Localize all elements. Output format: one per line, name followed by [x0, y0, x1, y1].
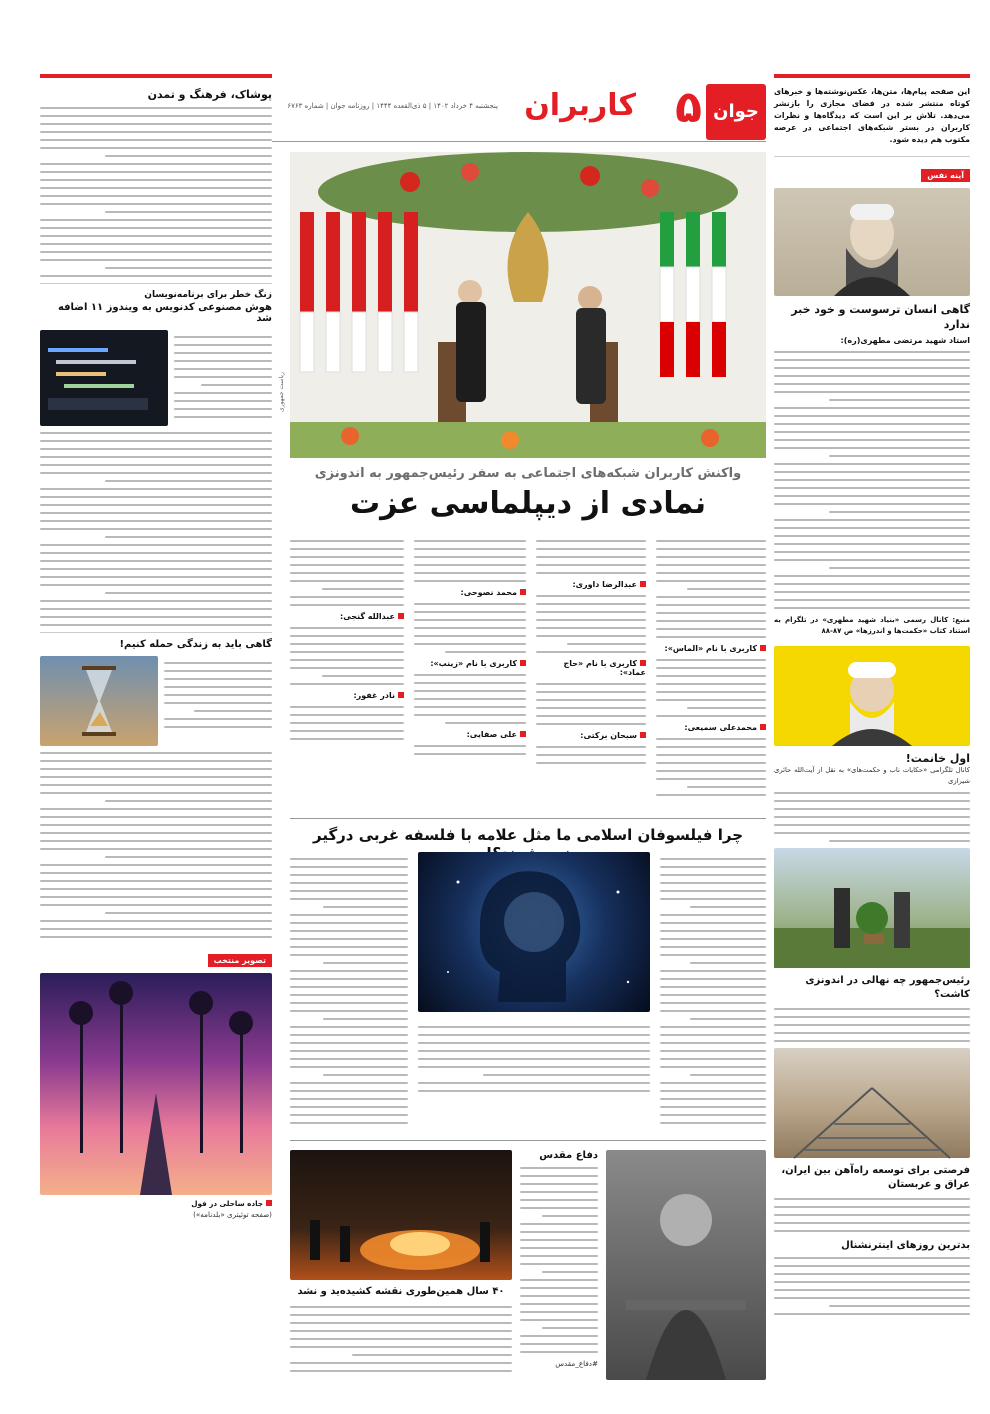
third-body: [774, 1008, 970, 1042]
defense-hashtag: #دفاع_مقدس: [555, 1359, 598, 1368]
coastal-road-photo: [40, 973, 272, 1195]
tech-body: [40, 432, 272, 626]
subhead-4: سبحان برکتی:: [536, 731, 646, 740]
defense-title: دفاع مقدس: [539, 1150, 598, 1161]
main-kicker: واکنش کاربران شبکه‌های اجتماعی به سفر رئیس‌جمهور به اندونزی: [314, 466, 742, 481]
right-headline-4: فرصتی برای توسعه راه‌آهن بین ایران، عراق و عربستان: [781, 1165, 970, 1191]
second-body: [774, 792, 970, 842]
code-screenshot: [40, 330, 168, 426]
brain-galaxy-image: [418, 852, 650, 1012]
subhead-6: محمد نصوحی:: [414, 588, 526, 597]
planting-illustration: [774, 848, 970, 968]
protest-photo: [290, 1150, 512, 1280]
right-headline-5: بدترین روزهای اینترنشنال: [841, 1240, 970, 1252]
subhead-0: عبدالرضا داوری:: [536, 580, 646, 589]
protest-illustration: [290, 1150, 512, 1280]
brand-logo: جوان: [706, 84, 766, 140]
second-col-1: [660, 852, 766, 1130]
main-col-4: [290, 534, 404, 746]
main-photo-illustration: [290, 152, 766, 458]
masthead: [272, 80, 766, 142]
map-headline: ۴۰ سال همین‌طوری نقشه کشیده‌ید و نشد: [297, 1286, 505, 1297]
hourglass-photo: [40, 656, 158, 746]
code-illustration: [48, 340, 160, 416]
railway-photo: [774, 1048, 970, 1158]
hourglass-illustration: [40, 656, 158, 746]
portrait-illustration: [774, 188, 970, 296]
defense-photo: [606, 1150, 766, 1380]
fifth-body: [774, 1257, 970, 1315]
defense-illustration: [606, 1150, 766, 1380]
railway-illustration: [774, 1048, 970, 1158]
intro-text: این صفحه پیام‌ها، متن‌ها، عکس‌نوشته‌ها و خبرهای کوتاه منتشر شده در فضای مجازی را بازنشر می‌دهد. تلاش بر این است که دیدگاه‌ها و نظرات کاربران در بستر شبکه‌های اجتماعی در عرصه مکتوب هم دیده شود.: [774, 87, 970, 144]
subhead-3: محمدعلی سمیعی:: [656, 723, 766, 732]
second-story-headline: چرا فیلسوفان اسلامی ما مثل علامه با فلسفه غربی درگیر: [312, 826, 744, 844]
quote-body: [774, 351, 970, 609]
subhead-5: علی صفایی:: [414, 730, 526, 739]
second-col-4: [290, 852, 408, 1130]
left-headline-1: پوشاک، فرهنگ و تمدن: [147, 88, 272, 101]
right-headline-3: رئیس‌جمهور چه نهالی در اندونزی کاشت؟: [805, 975, 970, 1001]
bottom-rule: [290, 1140, 766, 1141]
second-byline: کانال تلگرامی «حکایات ناب و حکمت‌های» به نقل از آیت‌الله حائری شیرازی: [774, 766, 970, 785]
subhead-7: کاربری با نام «زینب»:: [414, 659, 526, 668]
selected-photo-tag: تصویر منتخب: [208, 954, 272, 967]
tree-planting-photo: [774, 848, 970, 968]
fourth-body: [774, 1198, 970, 1232]
selected-photo-source: (صفحه توئیتری «بلدنامه»): [193, 1209, 272, 1219]
author-line: استاد شهید مرتضی مطهری(ره):: [840, 336, 970, 345]
life-body-right: [164, 656, 272, 746]
tech-headline-1: زنگ خطر برای برنامه‌نویسان: [144, 290, 272, 300]
tech-body-right: [174, 330, 272, 426]
tech-headline-2: هوش مصنوعی کدنویس به ویندوز ۱۱ اضافه شد: [57, 302, 272, 324]
photo-credit: ریاست جمهوری: [278, 372, 285, 412]
cleric-portrait: [774, 646, 970, 746]
left-column: [40, 74, 272, 1220]
life-headline: گاهی باید به زندگی حمله کنیم!: [119, 639, 272, 650]
subhead-2: کاربری با نام «حاج عماد»:: [563, 659, 646, 677]
head-silhouette: [418, 852, 650, 1012]
main-col-2: [536, 534, 646, 770]
selected-photo-caption: جاده ساحلی در فول: [40, 1199, 272, 1210]
masthead-rule: [272, 141, 766, 142]
right-headline-2: اول خانمت!: [905, 752, 970, 766]
right-headline-1: گاهی انسان ترسوست و خود خبر ندارد: [791, 303, 970, 331]
right-top-bar: [774, 74, 970, 78]
defense-block: [520, 1150, 598, 1370]
right-column: [774, 74, 970, 1321]
page-number: ۵: [675, 82, 702, 133]
main-headline: نمادی از دیپلماسی عزت: [349, 486, 707, 521]
cleric-illustration: [774, 646, 970, 746]
quote-source: منبع: کانال رسمی «بنیاد شهید مطهری» در تلگرام به استناد کتاب «حکمت‌ها و اندرزها» ص ۸۷-۸۸: [774, 616, 970, 635]
motahhari-portrait: [774, 188, 970, 296]
second-story-rule: [290, 818, 766, 819]
main-col-1: [656, 534, 766, 802]
life-body: [40, 752, 272, 938]
section-tag: آینه نفس: [921, 169, 970, 182]
second-col-image-text: [418, 1020, 650, 1098]
section-title: کاربران: [524, 88, 636, 123]
subhead-9: نادر غفور:: [290, 691, 404, 700]
main-photo: [278, 152, 766, 458]
dateline: پنجشنبه ۴ خرداد ۱۴۰۲ | ۵ ذی‌القعده ۱۴۴۴ | روزنامه جوان | شماره ۶۷۶۳: [287, 102, 498, 110]
palm-illustration: [40, 973, 272, 1195]
subhead-8: عبدالله گنجی:: [290, 612, 404, 621]
main-col-3: [414, 534, 526, 761]
map-body: [290, 1300, 512, 1378]
subhead-1: کاربری با نام «الماس»:: [656, 644, 766, 653]
left-top-bar: [40, 74, 272, 78]
